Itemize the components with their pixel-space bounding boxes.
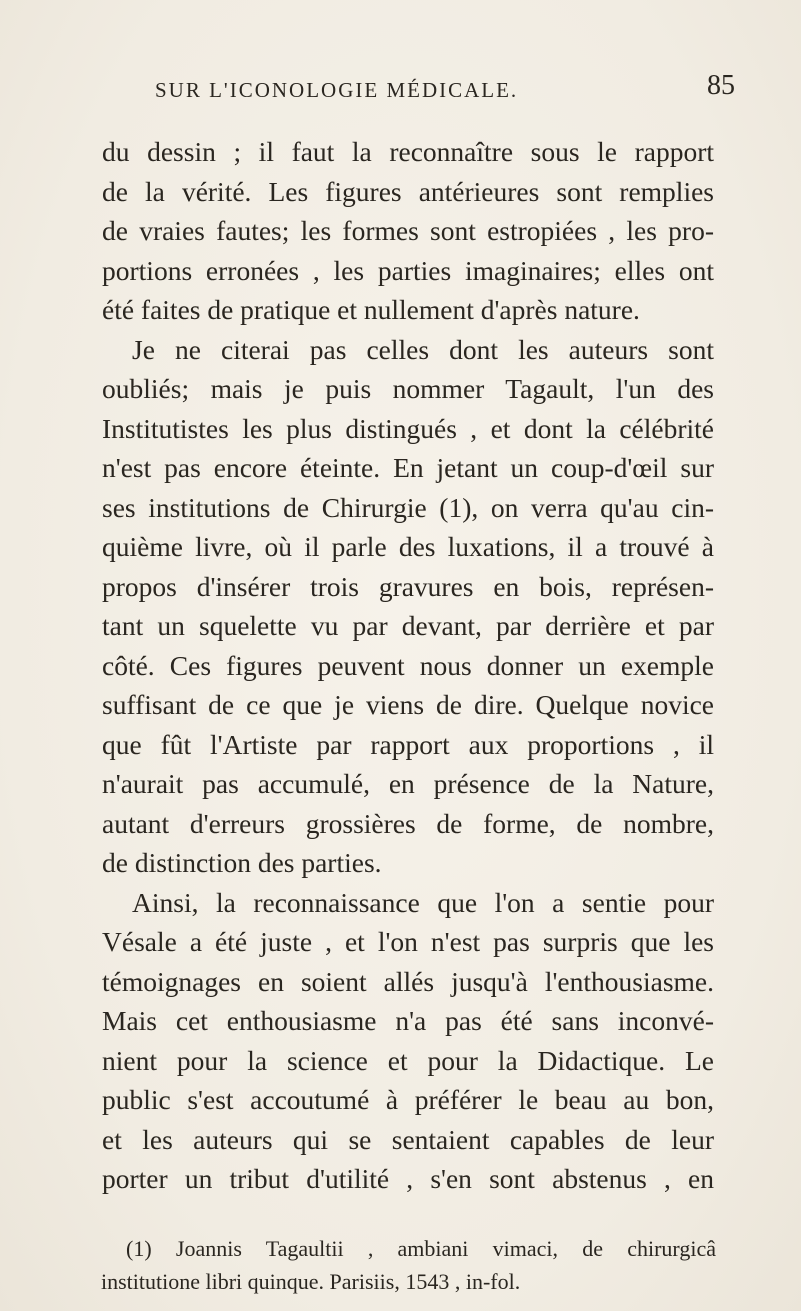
text-line: témoignages en soient allés jusqu'à l'enthousiasme.	[102, 965, 714, 997]
text-line: suffisant de ce que je viens de dire. Quelque novice	[102, 689, 714, 720]
page-header	[155, 66, 735, 114]
text-line: public s'est accoutumé à préférer le beau au bon,	[102, 1084, 714, 1115]
text-line: Je ne citerai pas celles dont les auteurs sont	[132, 333, 714, 365]
text-line: que fût l'Artiste par rapport aux proportions , il	[102, 728, 714, 760]
text-line: oubliés; mais je puis nommer Tagault, l'un des	[102, 373, 714, 404]
text-line: propos d'insérer trois gravures en bois, représen-	[102, 570, 714, 602]
text-line: de distinction des parties.	[102, 847, 382, 878]
text-line: n'aurait pas accumulé, en présence de la Nature,	[102, 768, 714, 799]
paragraph-1	[102, 132, 714, 330]
running-title: SUR L'ICONOLOGIE MÉDICALE.	[155, 78, 519, 102]
footnote-line: (1) Joannis Tagaultii , ambiani vimaci, de chirurgicâ	[126, 1236, 716, 1261]
page-number: 85	[707, 70, 735, 101]
text-line: n'est pas encore éteinte. En jetant un coup-d'œil sur	[102, 452, 714, 483]
text-line: autant d'erreurs grossières de forme, de nombre,	[102, 807, 714, 839]
footnote-line: institutione libri quinque. Parisiis, 1543 , in-fol.	[101, 1269, 521, 1294]
text-line: tant un squelette vu par devant, par derrière et par	[102, 610, 714, 641]
body-text	[102, 132, 714, 1199]
paragraph-2	[102, 330, 714, 883]
text-line: du dessin ; il faut la reconnaître sous le rapport	[102, 136, 714, 167]
text-line: ses institutions de Chirurgie (1), on verra qu'au cin-	[102, 491, 714, 523]
text-line: été faites de pratique et nullement d'après nature.	[102, 294, 640, 325]
text-line: quième livre, où il parle des luxations, il a trouvé à	[102, 531, 714, 562]
text-line: porter un tribut d'utilité , s'en sont abstenus , en	[102, 1163, 714, 1194]
text-line: côté. Ces figures peuvent nous donner un exemple	[102, 649, 714, 681]
paragraph-3	[102, 883, 714, 1199]
text-line: et les auteurs qui se sentaient capables de leur	[102, 1123, 714, 1155]
text-line: Institutistes les plus distingués , et dont la célébrité	[102, 412, 714, 444]
text-line: portions erronées , les parties imaginaires; elles ont	[102, 254, 714, 286]
text-line: Mais cet enthousiasme n'a pas été sans inconvé-	[102, 1005, 714, 1036]
text-line: Ainsi, la reconnaissance que l'on a sentie pour	[132, 886, 714, 918]
text-line: de la vérité. Les figures antérieures sont remplies	[102, 175, 714, 207]
text-line: Vésale a été juste , et l'on n'est pas surpris que les	[102, 926, 714, 957]
text-line: de vraies fautes; les formes sont estropiées , les pro-	[102, 215, 714, 246]
text-line: nient pour la science et pour la Didactique. Le	[102, 1044, 714, 1076]
footnote	[101, 1232, 716, 1298]
